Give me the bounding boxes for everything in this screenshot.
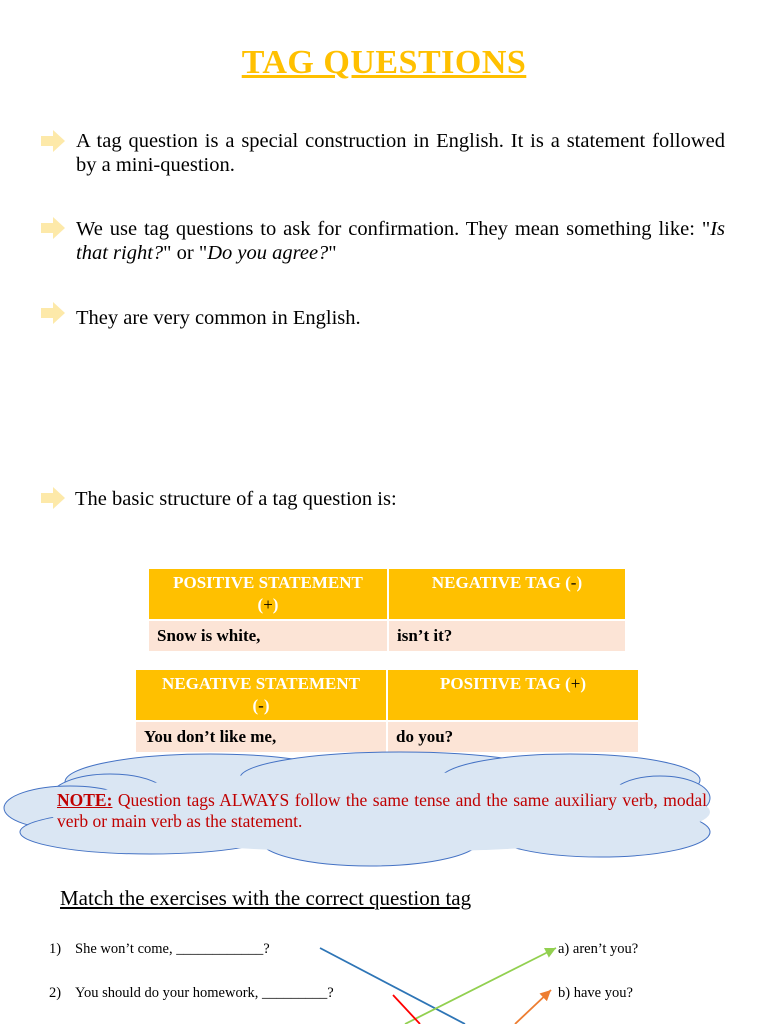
table-cell: Snow is white, [149, 620, 388, 651]
note-text: NOTE: Question tags ALWAYS follow the same tense and the same auxiliary verb, modal verb or main verb as the statement. [57, 790, 708, 831]
exercise-title: Match the exercises with the correct question tag [60, 886, 472, 910]
table-cell: isn’t it? [388, 620, 625, 651]
italic-phrase: Do you agree? [207, 242, 329, 264]
exercise-text: You should do your homework, _________? [75, 985, 334, 1001]
bullet-text: We use tag questions to ask for confirmation. They mean something like: "Is that right?" or "Do you agree?" [76, 218, 725, 264]
page-title: TAG QUESTIONS [241, 44, 527, 81]
bullet-text: They are very common in English. [76, 307, 361, 329]
exercise-text: She won’t come, ____________? [75, 941, 270, 957]
table-header-cell: POSITIVE STATEMENT (+) [149, 569, 388, 620]
exercise-number: 2) [49, 985, 62, 1001]
match-line-green [405, 948, 556, 1024]
table-cell: You don’t like me, [136, 721, 387, 752]
note-label: NOTE: [57, 790, 113, 810]
bullet-text: A tag question is a special construction in English. It is a statement followed by a mini-question. [76, 130, 725, 176]
italic-phrase: Is that right? [76, 218, 725, 264]
table-header-cell: NEGATIVE TAG (-) [388, 569, 625, 620]
answer-option: a) aren’t you? [558, 941, 639, 957]
match-line-blue [320, 948, 465, 1024]
bullet-text: The basic structure of a tag question is: [75, 488, 397, 510]
answer-option: b) have you? [558, 985, 633, 1001]
match-line-orange [515, 990, 551, 1024]
table-cell: do you? [387, 721, 638, 752]
table-header-cell: NEGATIVE STATEMENT (-) [136, 670, 387, 721]
match-line-red [393, 995, 420, 1024]
table-header-cell: POSITIVE TAG (+) [387, 670, 638, 721]
exercise-number: 1) [49, 941, 62, 957]
